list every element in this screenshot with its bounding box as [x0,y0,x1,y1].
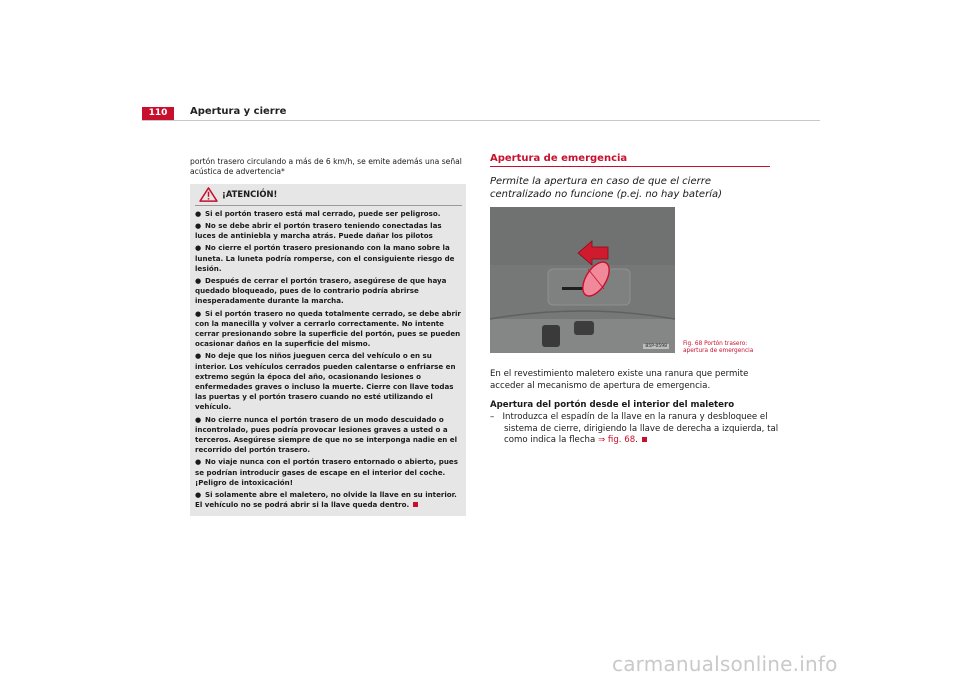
warning-item: ● No se debe abrir el portón trasero teniendo conectadas las luces de antiniebla y marcha atrás. Puede dañar los pilotos [195,221,442,241]
caption-line: apertura de emergencia [683,348,754,354]
warning-item: ● Si el portón trasero no queda totalmente cerrado, se debe abrir con la manecilla y volver a cerrarlo correctamente. No intente cerrar presionando sobre la superficie del portón, pues se pueden ocasionar daños en la superficie del mismo. [195,308,461,349]
warning-item: ● No deje que los niños jueguen cerca del vehículo o en su interior. Los vehículos cerrados pueden calentarse o enfriarse en extremo según la época del año, ocasionando lesiones o enfermedades graves o incluso la muerte. Cierre con llave todas las puertas y el portón trasero cuando no esté utilizando el vehículo. [195,351,456,412]
figure-caption [683,341,753,355]
bullet-icon: ● [195,308,202,318]
bullet-icon: ● [195,414,202,424]
bullet-icon: ● [195,243,202,253]
warning-title: ¡ATENCIÓN! [222,189,278,200]
header-divider [142,120,820,121]
step-item [490,412,779,447]
figure-tailgate-emergency [490,207,675,353]
bullet-icon: ● [195,221,202,231]
end-of-section-icon [642,437,647,442]
warning-item: ● No cierre nunca el portón trasero de un modo descuidado o incontrolado, pues podría provocar lesiones graves a usted o a terceros. Asegúrese siempre de que no se interponga nadie en el recorrido del portón trasero. [195,414,458,455]
warning-item: ● Después de cerrar el portón trasero, asegúrese de que haya quedado bloqueado, pues de lo contrario podría abrirse inesperadamente durante la marcha. [195,276,447,306]
left-column [190,157,466,516]
bullet-icon: ● [195,208,202,218]
section-title: Apertura de emergencia [490,153,770,167]
figure-reference-link[interactable]: ⇒ fig. 68 [598,435,636,446]
warning-triangle-icon [199,187,218,202]
intro-paragraph: portón trasero circulando a más de 6 km/h, se emite además una señal acústica de advertencia* [190,157,462,177]
tailgate-illustration [490,207,675,353]
page-number: 110 [142,107,174,120]
footer-watermark: carmanualsonline.info [612,652,838,676]
warning-item: ● No cierre el portón trasero presionando con la mano sobre la luneta. La luneta podría romperse, con el consiguiente riesgo de lesión. [195,243,455,273]
step-text: Introduzca el espadín de la llave en la ranura y desbloquee el sistema de cierre, dirigiendo la llave de derecha a izquierda, tal como indica la flecha [502,412,779,446]
step-dash: – [490,412,495,423]
warning-item: ● Si el portón trasero está mal cerrado, puede ser peligroso. [195,208,441,218]
warning-box [190,184,466,516]
end-of-section-icon [413,502,418,507]
step-tail: . [635,435,638,446]
bullet-icon: ● [195,457,202,467]
warning-item: ● Si solamente abre el maletero, no olvide la llave en su interior. El vehículo no se podrá abrir si la llave queda dentro. [195,490,457,510]
page-header-title: Apertura y cierre [190,106,287,117]
right-column [490,153,779,447]
step-heading: Apertura del portón desde el interior del maletero [490,400,735,411]
section-subtitle: Permite la apertura en caso de que el cierre centralizado no funcione (p.ej. no hay batería) [490,176,723,200]
warning-header [195,184,462,206]
warning-item: ● No viaje nunca con el portón trasero entornado o abierto, pues se podrían introducir gases de escape en el interior del coche. ¡Peligro de intoxicación! [195,457,458,487]
bullet-icon: ● [195,276,202,286]
caption-line: Fig. 68 Portón trasero: [683,341,748,347]
bullet-icon: ● [195,490,202,500]
bullet-icon: ● [195,351,202,361]
body-paragraph: En el revestimiento maletero existe una ranura que permite acceder al mecanismo de apertura de emergencia. [490,369,749,391]
figure-code: B5P-0598 [645,344,667,349]
